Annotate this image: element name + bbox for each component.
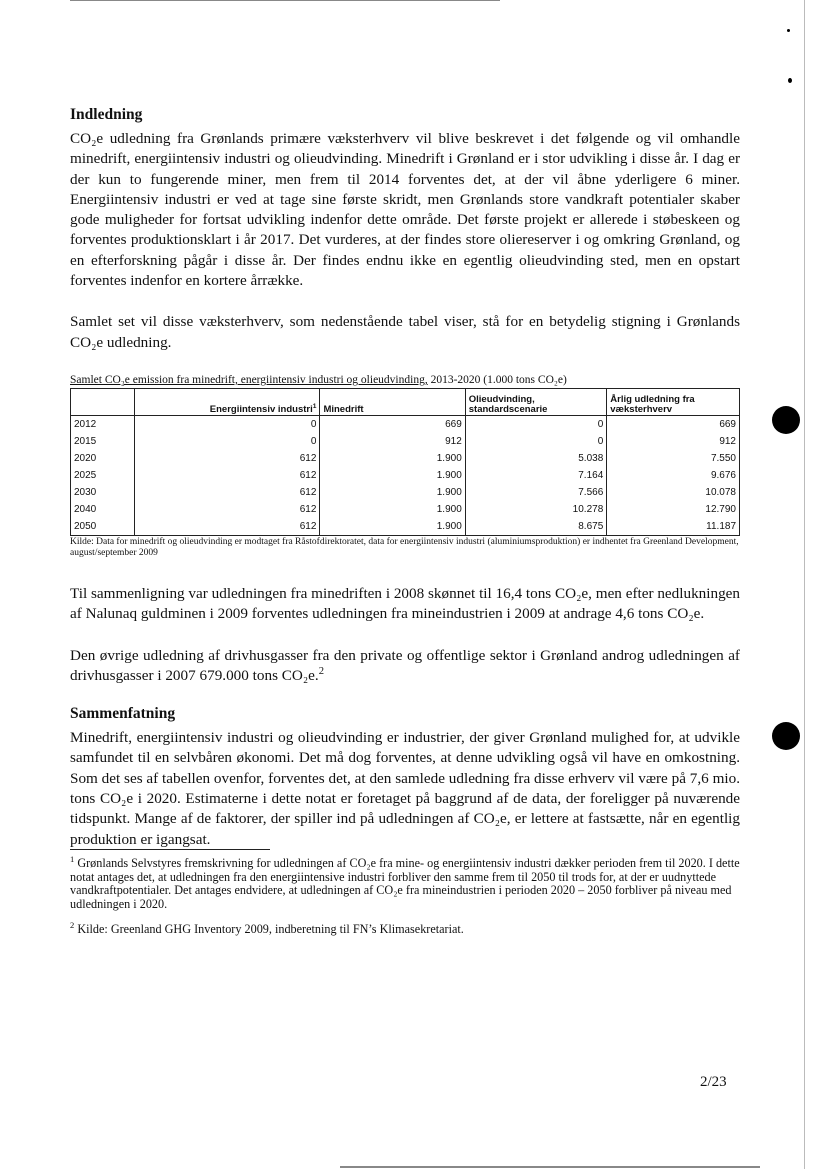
cell-mining: 1.900: [320, 450, 465, 467]
cell-mining: 912: [320, 433, 465, 450]
cell-oil: 8.675: [465, 518, 607, 536]
footnote-1: [70, 853, 740, 911]
cell-oil: 0: [465, 415, 607, 433]
cell-year: 2050: [71, 518, 135, 536]
table-row: [71, 415, 740, 433]
footnote-mark: 2: [70, 920, 75, 931]
table-row: [71, 484, 740, 501]
main-content: [70, 105, 740, 850]
table-body: [71, 415, 740, 535]
cell-energy: 612: [134, 450, 320, 467]
cell-energy: 612: [134, 501, 320, 518]
cell-energy: 0: [134, 433, 320, 450]
cell-year: 2012: [71, 415, 135, 433]
cell-total: 9.676: [607, 467, 740, 484]
footnote-ref-2: 2: [318, 665, 325, 677]
table-row: [71, 433, 740, 450]
intro-paragraph-2: Samlet set vil disse væksterhverv, som nedenstående tabel viser, stå for en betydelig stigning i Grønlands CO₂e udledning.: [70, 313, 740, 351]
header-mining: Minedrift: [320, 388, 465, 415]
table-source: Kilde: Data for minedrift og olieudvinding er modtaget fra Råstofdirektoratet, data for energiintensiv industri (aluminiumsproduktion) er indhentet fra Greenland Development, august/september 2009: [70, 536, 739, 558]
cell-total: 669: [607, 415, 740, 433]
header-energy: Energiintensiv industri$^1$: [134, 388, 320, 415]
scan-speck: [787, 29, 790, 32]
cell-total: 12.790: [607, 501, 740, 518]
cell-year: 2040: [71, 501, 135, 518]
footnote-text: Grønlands Selvstyres fremskrivning for udledningen af CO₂e fra mine- og energiintensiv industri dækker perioden frem til 2020. I dette notat antages det, at udledningen fra den energiintensive industri forbliver den samme frem til 2050 til trods for, at der er uudnyttede vandkraftpotentialer. Det antages endvidere, at udledningen af CO₂e fra mineindustrien i perioden 2020 – 2050 forbliver på niveau med udledningen i 2020.: [70, 856, 740, 911]
cell-total: 10.078: [607, 484, 740, 501]
scan-speck: [788, 78, 792, 83]
cell-mining: 669: [320, 415, 465, 433]
header-oil: Olieudvinding, standardscenarie: [465, 388, 607, 415]
footnotes: [70, 853, 740, 937]
page-number: 2/23: [700, 1074, 727, 1090]
table-row: [71, 518, 740, 536]
scan-edge-right: [804, 0, 805, 1169]
header-year: [71, 388, 135, 415]
section-heading-intro: Indledning: [70, 106, 143, 123]
cell-year: 2020: [71, 450, 135, 467]
table-caption: [70, 373, 740, 387]
comparison-paragraph-1: Til sammenligning var udledningen fra minedriften i 2008 skønnet til 16,4 tons CO₂e, men efter nedlukningen af Nalunaq guldminen i 2009 forventes udledningen fra mineindustrien i 2009 at andrage 4,6 tons CO₂e.: [70, 584, 740, 623]
table-row: [71, 450, 740, 467]
cell-mining: 1.900: [320, 501, 465, 518]
cell-year: 2025: [71, 467, 135, 484]
section-heading-summary: Sammenfatning: [70, 705, 176, 723]
header-total: Årlig udledning fra væksterhverv: [607, 388, 740, 415]
footnote-2: [70, 920, 740, 937]
table-row: [71, 467, 740, 484]
cell-energy: 612: [134, 484, 320, 501]
cell-energy: 0: [134, 415, 320, 433]
cell-total: 7.550: [607, 450, 740, 467]
cell-year: 2030: [71, 484, 135, 501]
scan-edge-top: [70, 0, 500, 1]
cell-oil: 0: [465, 433, 607, 450]
scan-edge-bottom: [340, 1166, 760, 1168]
punch-hole-top: [772, 406, 800, 434]
table-header-row: [71, 388, 740, 415]
cell-total: 11.187: [607, 518, 740, 536]
emission-table: [70, 388, 740, 536]
table-caption-tail: 2013-2020 (1.000 tons CO₂e): [427, 373, 567, 386]
footnote-text: Kilde: Greenland GHG Inventory 2009, indberetning til FN’s Klimasekretariat.: [74, 922, 464, 937]
cell-oil: 7.164: [465, 467, 607, 484]
cell-mining: 1.900: [320, 467, 465, 484]
cell-year: 2015: [71, 433, 135, 450]
cell-total: 912: [607, 433, 740, 450]
table-row: [71, 501, 740, 518]
comparison-paragraph-2: Den øvrige udledning af drivhusgasser fra den private og offentlige sektor i Grønland androg udledningen af drivhusgasser i 2007 679.000 tons CO₂e.$^2$: [70, 646, 740, 684]
footnote-mark: 1: [70, 853, 75, 864]
footnote-divider: [70, 849, 270, 850]
cell-oil: 5.038: [465, 450, 607, 467]
cell-mining: 1.900: [320, 518, 465, 536]
cell-energy: 612: [134, 467, 320, 484]
intro-paragraph-1: CO₂e udledning fra Grønlands primære væksterhverv vil blive beskrevet i det følgende og vil omhandle minedrift, energiintensiv industri og olieudvinding. Minedrift i Grønland er i stor udvikling i disse år. I dag er der kun to fungerende miner, men frem til 2014 forventes det, at der vil åbne yderligere 6 miner. Energiintensiv industri er ved at tage sine første skridt, men Grønlands store vandkraft potentialer skaber gode muligheder for fortsat udvikling indenfor dette område. Det første projekt er allerede i støbeskeen og forventes produktionsklart i år 2017. Det vurderes, at der findes store oliereserver i og omkring Grønland, og en efterforskning pågår i disse år. Der findes endnu ikke en egentlig olieudvinding sted, men en opstart forventes indenfor en kortere årrække.: [70, 130, 740, 290]
cell-energy: 612: [134, 518, 320, 536]
summary-paragraph: Minedrift, energiintensiv industri og olieudvinding er industrier, der giver Grønland mulighed for, at udvikle samfundet til en selvbåren økonomi. Det må dog forventes, at denne udvikling også vil have en omkostning. Som det ses af tabellen ovenfor, forventes det, at den samlede udledning fra disse erhverv vil være på 7,6 mio. tons CO₂e i 2020. Estimaterne i dette notat er foretaget på baggrund af de data, der foreligger på nuværende tidspunkt. Mange af de faktorer, der spiller ind på udledningen af CO₂e, er lettere at fastsætte, når en egentlig produktion er igangsat.: [70, 729, 740, 848]
punch-hole-bottom: [772, 722, 800, 750]
cell-mining: 1.900: [320, 484, 465, 501]
cell-oil: 10.278: [465, 501, 607, 518]
cell-oil: 7.566: [465, 484, 607, 501]
table-caption-main: Samlet CO₂e emission fra minedrift, energiintensiv industri og olieudvinding,: [70, 373, 428, 386]
